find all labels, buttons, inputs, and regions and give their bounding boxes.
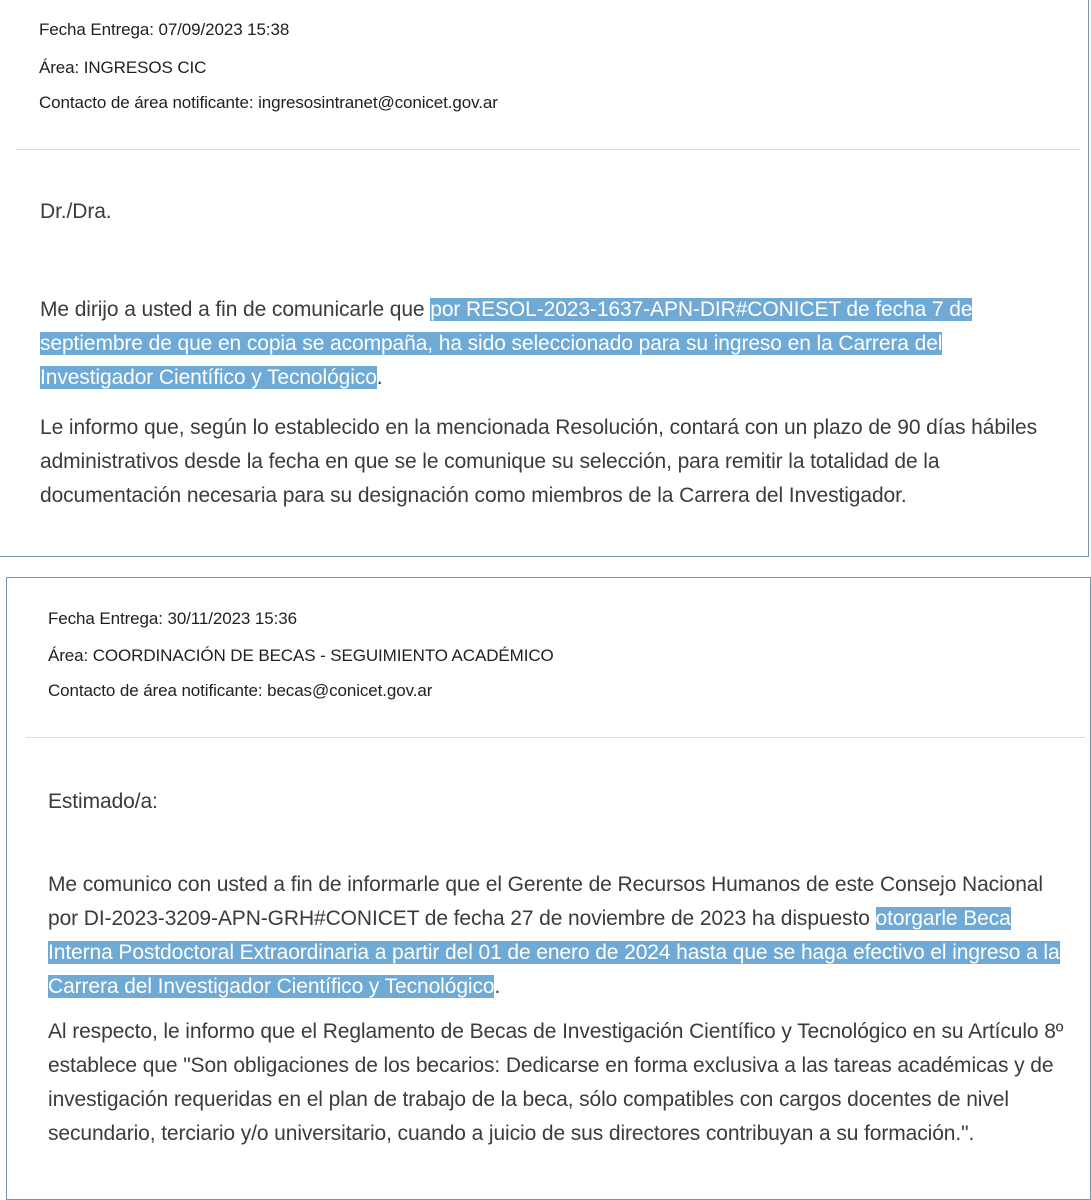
message-paragraph [40,293,1060,395]
message-paragraph: Al respecto, le informo que el Reglamento de Becas de Investigación Científico y Tecnológico en su Artículo 8º establece que "Son obligaciones de los becarios: Dedicarse en forma exclusiva a las tareas académicas y de investigación requeridas en el plan de trabajo de la beca, sólo compatibles con cargos docentes de nivel secundario, terciario y/o universitario, cuando a juicio de sus directores contribuyan a su formación.". [48,1020,1064,1145]
header-divider [16,149,1080,150]
notification-card-becas [6,577,1091,1200]
delivery-date: Fecha Entrega: 07/09/2023 15:38 [39,20,290,39]
greeting: Dr./Dra. [40,200,112,223]
paragraph-text: Me comunico con usted a fin de informarle que el Gerente de Recursos Humanos de este Consejo Nacional por DI-2023-3209-APN-GRH#CONICET de fecha 27 de noviembre de 2023 ha dispuesto [48,873,1043,930]
highlighted-text: otorgarle Beca Interna Postdoctoral Extraordinaria a partir del 01 de enero de 2024 hasta que se haga efectivo el ingreso a la Carrera del Investigador Científico y Tecnológico [48,907,1060,998]
message-paragraph [48,868,1073,1004]
area-contact: Contacto de área notificante: ingresosintranet@conicet.gov.ar [39,93,498,112]
paragraph-text: . [494,975,501,998]
paragraph-text: . [376,366,383,389]
area-contact: Contacto de área notificante: becas@conicet.gov.ar [48,681,433,700]
header-divider [26,737,1085,738]
message-paragraph: Le informo que, según lo establecido en la mencionada Resolución, contará con un plazo de 90 días hábiles administrativos desde la fecha en que se le comunique su selección, para remitir la totalidad de la documentación necesaria para su designación como miembros de la Carrera del Investigador. [40,416,1038,507]
paragraph-text: Me dirijo a usted a fin de comunicarle que [40,298,431,321]
highlighted-text: por RESOL-2023-1637-APN-DIR#CONICET de fecha 7 de septiembre de que en copia se acompaña, ha sido seleccionado para su ingreso en la Carrera del Investigador Científico y Tecnológico [40,298,973,389]
notifying-area: Área: INGRESOS CIC [39,58,207,77]
delivery-date: Fecha Entrega: 30/11/2023 15:36 [48,609,297,628]
greeting: Estimado/a: [48,790,158,813]
notification-card-ingresos [0,0,1089,557]
notifying-area: Área: COORDINACIÓN DE BECAS - SEGUIMIENTO ACADÉMICO [48,646,554,665]
